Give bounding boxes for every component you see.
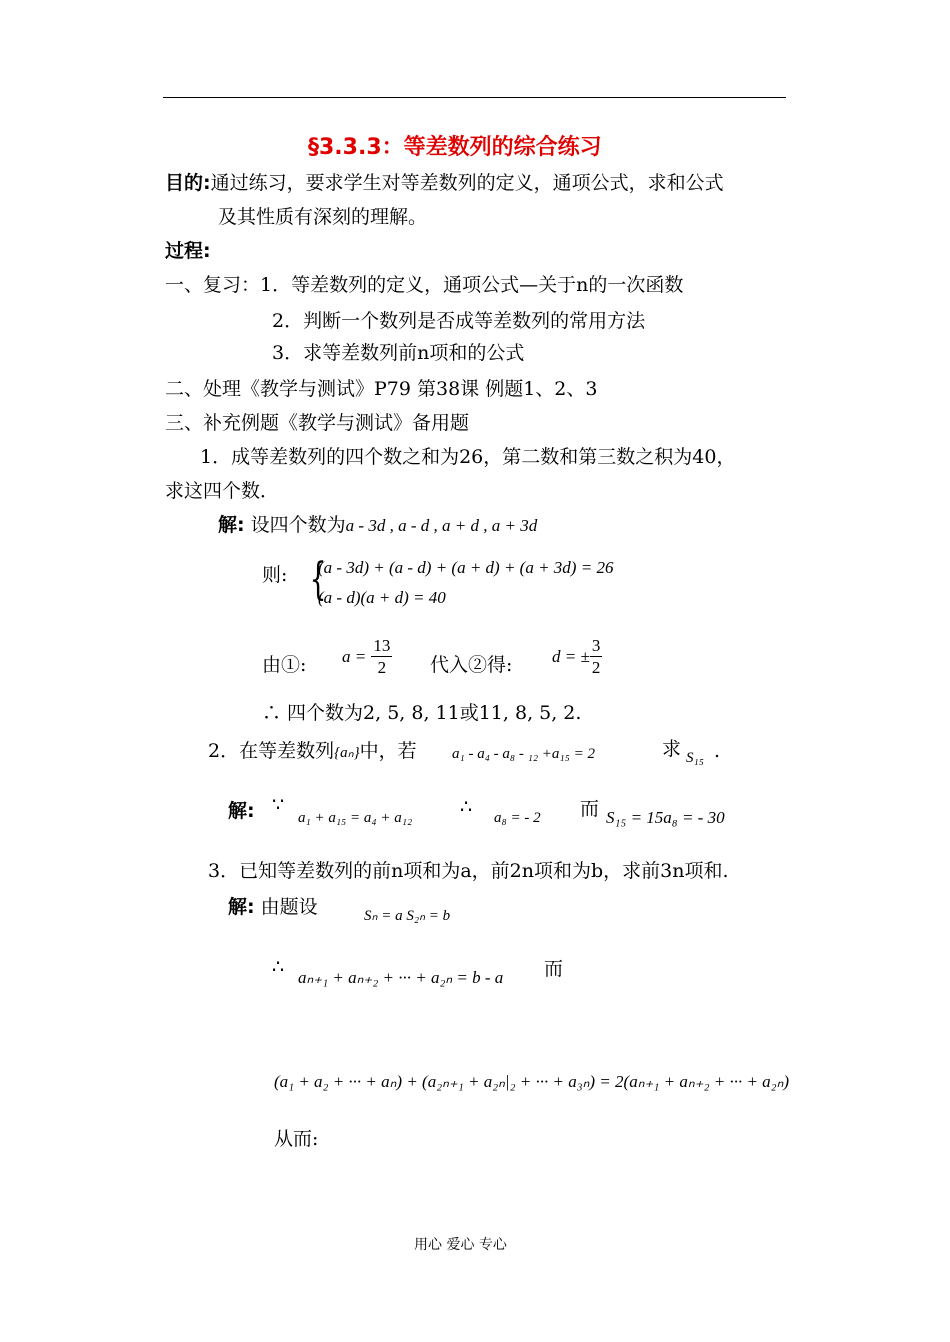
review-item-2: 2．判断一个数列是否成等差数列的常用方法 [272,310,646,332]
q1-eq-2: (a - d)(a + d) = 40 [318,588,446,607]
page-footer: 用心 爱心 专心 [414,1237,507,1253]
q2-because: ∵ [272,794,285,816]
section-3: 三、补充例题《教学与测试》备用题 [165,412,470,434]
q1-sol-label: 解: [218,514,245,536]
q3-solution [228,892,318,919]
q2-condition: a₁ - a₄ - a₈ - ₁₂ +a₁₅ = 2 [452,746,595,762]
q1-d-value [552,636,602,679]
q1-a-lhs: a = [342,647,367,666]
review-item-3: 3．求等差数列前n项和的公式 [272,342,525,364]
q3-and: 而 [544,958,564,980]
q1-d-fraction [590,636,603,679]
q1-sol-math: a - 3d , a - d , a + d , a + 3d [345,516,538,535]
q1-line-2: 求这四个数． [165,480,280,502]
review-item-1: 一、复习：1．等差数列的定义，通项公式—关于n的一次函数 [165,274,684,296]
q1-a-value [342,636,392,679]
q3-sol-label: 解: [228,896,255,918]
q2-eq-3: S₁₅ = 15a₈ = - 30 [606,808,725,827]
q1-d-num: 3 [591,636,601,655]
section-2: 二、处理《教学与测试》P79 第38课 例题1、2、3 [165,378,598,400]
q3-eq-1: Sₙ = a S₂ₙ = b [364,908,451,924]
q3-stem: 3．已知等差数列的前n项和为a，前2n项和为b，求前3n项和. [208,860,729,882]
goal-label: 目的: [165,172,211,194]
q1-then: 则: [262,564,288,586]
q1-a-den: 2 [377,658,387,677]
q2-sol-label: 解: [228,800,255,822]
header-rule [163,97,786,98]
q2-mid: 中，若 [359,740,417,762]
goal-line-1 [165,168,724,195]
q1-from: 由①: [262,654,307,676]
q2-ask: 求 [662,738,682,760]
q1-a-num: 13 [373,636,391,655]
q1-a-fraction [371,636,392,679]
q3-conclusion: 从而: [274,1128,319,1150]
q2-eq-2: a₈ = - 2 [494,810,541,826]
q3-sol-text: 由题设 [260,896,318,918]
q3-therefore: ∴ [272,956,285,978]
process-label: 过程: [165,240,211,262]
q1-answer: ∴ 四个数为2, 5, 8, 11或11, 8, 5, 2. [262,702,582,724]
system-brace: { [309,554,327,605]
q2-end: . [714,740,721,762]
q2-and: 而 [580,798,600,820]
q1-d-lhs: d = ± [552,647,590,666]
q2-target: S₁₅ [686,750,704,766]
q2-prefix: 2．在等差数列 [208,740,335,762]
q2-seq: {aₙ} [334,745,360,761]
q3-eq-3: (a₁ + a₂ + ··· + aₙ) + (a₂ₙ₊₁ + a₂ₙ|₂ + ··· + a₃ₙ) = 2(aₙ₊₁ + aₙ₊₂ + ··· + a₂ₙ) [274,1072,790,1091]
q1-solution [218,510,537,537]
q1-sol-text: 设四个数为 [250,514,346,536]
goal-text-2: 及其性质有深刻的理解。 [218,206,428,228]
q2-eq-1: a₁ + a₁₅ = a₄ + a₁₂ [298,810,413,826]
q1-d-den: 2 [591,658,601,677]
q2-stem [208,736,417,763]
page-title: §3.3.3：等差数列的综合练习 [308,135,602,160]
goal-text-1: 通过练习，要求学生对等差数列的定义，通项公式，求和公式 [210,172,724,194]
q1-line-1: 1．成等差数列的四个数之和为26，第二数和第三数之积为40， [200,446,736,468]
q1-sub-text: 代入②得: [430,654,513,676]
q1-eq-1: (a - 3d) + (a - d) + (a + d) + (a + 3d) = 26 [318,558,614,577]
q2-therefore: ∴ [460,796,473,818]
q3-eq-2: aₙ₊₁ + aₙ₊₂ + ··· + a₂ₙ = b - a [298,968,504,987]
